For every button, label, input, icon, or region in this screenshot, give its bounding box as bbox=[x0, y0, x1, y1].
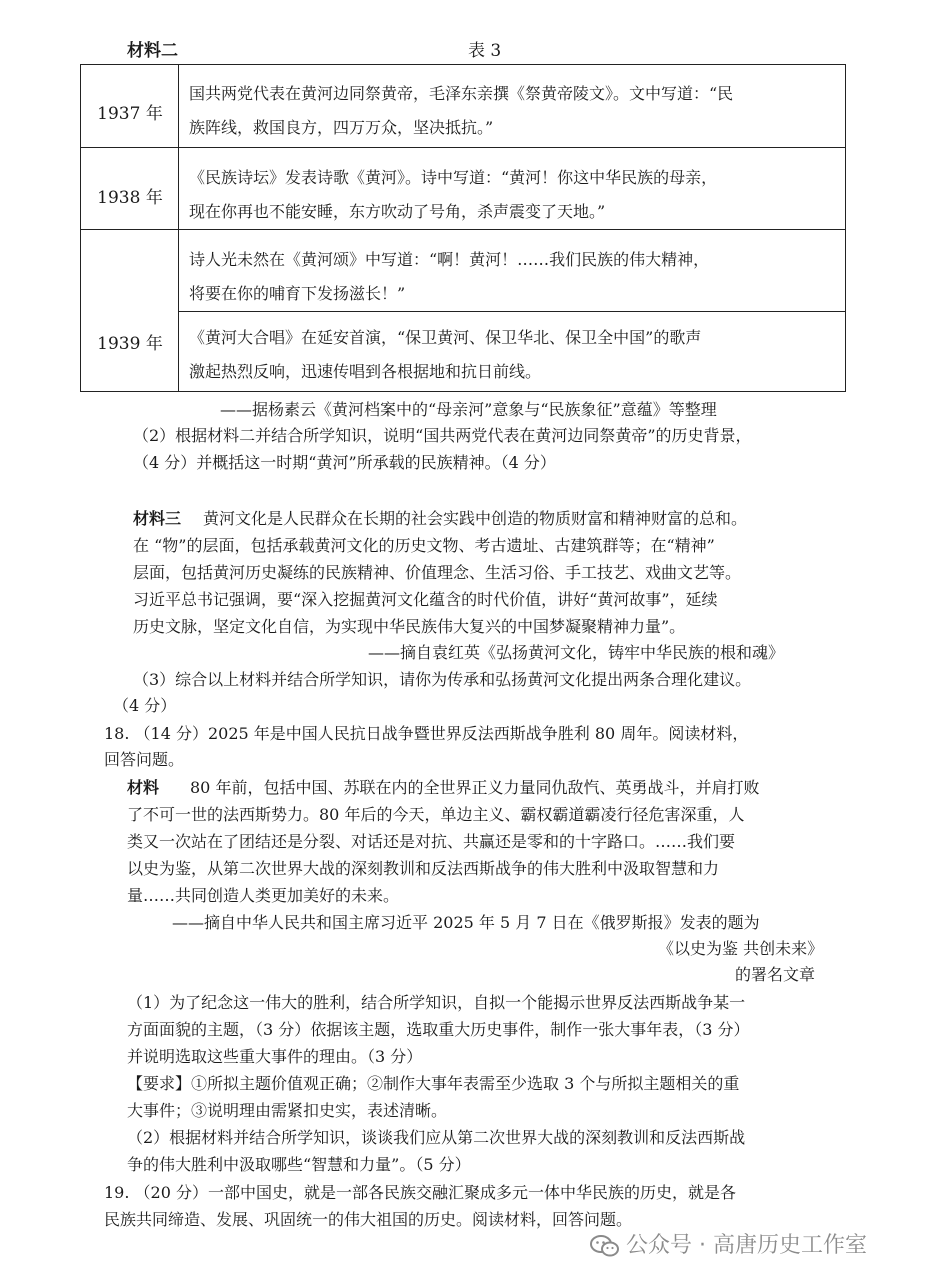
question-18-intro: 回答问题。 bbox=[104, 750, 185, 769]
material2-label: 材料二 bbox=[127, 41, 178, 61]
question-18-intro: 18. （14 分）2025 年是中国人民抗日战争暨世界反法西斯战争胜利 80 周年。阅读材料， bbox=[104, 724, 749, 743]
q18-sub1-line: 并说明选取这些重大事件的理由。（3 分） bbox=[127, 1047, 423, 1066]
material3-line: 历史文脉，坚定文化自信，为实现中华民族伟大复兴的中国梦凝聚精神力量”。 bbox=[133, 617, 686, 636]
q18-material-line: 类又一次站在了团结还是分裂、对话还是对抗、共赢还是零和的十字路口。……我们要 bbox=[127, 832, 736, 851]
table-cell-1938: 《民族诗坛》发表诗歌《黄河》。诗中写道：“黄河！你这中华民族的母亲， 现在你再也不能安睡，东方吹动了号角，杀声震变了天地。” bbox=[189, 168, 718, 221]
table-cell-1939-b: 《黄河大合唱》在延安首演，“保卫黄河、保卫华北、保卫全中国”的歌声 激起热烈反响，迅速传唱到各根据地和抗日前线。 bbox=[189, 328, 702, 381]
question-19-line: 民族共同缔造、发展、巩固统一的伟大祖国的历史。阅读材料，回答问题。 bbox=[104, 1210, 633, 1229]
material2-source: ——据杨素云《黄河档案中的“母亲河”意象与“民族象征”意蕴》等整理 bbox=[220, 400, 717, 419]
table-cell-1939-a: 诗人光未然在《黄河颂》中写道：“啊！黄河！……我们民族的伟大精神， 将要在你的哺育下发扬滋长！” bbox=[189, 250, 710, 303]
material3-line: 层面，包括黄河历史凝练的民族精神、价值理念、生活习俗、手工技艺、戏曲文艺等。 bbox=[133, 563, 742, 582]
table-year-1939: 1939 年 bbox=[97, 334, 163, 354]
table-row-divider bbox=[81, 229, 845, 230]
q18-source-suffix: 的署名文章 bbox=[735, 965, 816, 984]
table-year-1938: 1938 年 bbox=[97, 188, 163, 208]
q18-material-line: 以史为鉴，从第二次世界大战的深刻教训和反法西斯战争的伟大胜利中汲取智慧和力 bbox=[127, 859, 720, 878]
question-3-line: （4 分） bbox=[113, 696, 177, 715]
q18-sub2-line: （2）根据材料并结合所学知识，谈谈我们应从第二次世界大战的深刻教训和反法西斯战 bbox=[127, 1128, 746, 1147]
q18-material-line: 量……共同创造人类更加美好的未来。 bbox=[127, 886, 400, 905]
q18-requirement: 大事件；③说明理由需紧扣史实，表述清晰。 bbox=[127, 1101, 448, 1120]
q18-source: ——摘自中华人民共和国主席习近平 2025 年 5 月 7 日在《俄罗斯报》发表的题为 bbox=[172, 913, 760, 932]
q18-sub1-line: （1）为了纪念这一伟大的胜利，结合所学知识，自拟一个能揭示世界反法西斯战争某一 bbox=[127, 993, 746, 1012]
q18-material-label: 材料 bbox=[127, 778, 160, 797]
material3-line: 在 “物”的层面，包括承载黄河文化的历史文物、考古遗址、古建筑群等；在“精神” bbox=[133, 536, 715, 555]
question-3-line: （3）综合以上材料并结合所学知识，请你为传承和弘扬黄河文化提出两条合理化建议。 bbox=[133, 670, 752, 689]
question-19-line: 19. （20 分）一部中国史，就是一部各民族交融汇聚成多元一体中华民族的历史，就是各 bbox=[104, 1183, 736, 1202]
q18-requirement: 【要求】①所拟主题价值观正确；②制作大事年表需至少选取 3 个与所拟主题相关的重 bbox=[127, 1074, 740, 1093]
wechat-icon bbox=[590, 1234, 620, 1258]
q18-source-title: 《以史为鉴 共创未来》 bbox=[658, 939, 824, 958]
events-table bbox=[80, 64, 846, 392]
material3-label: 材料三 bbox=[133, 509, 182, 528]
table-title: 表 3 bbox=[468, 41, 502, 61]
table-cell-1937: 国共两党代表在黄河边同祭黄帝，毛泽东亲撰《祭黄帝陵文》。文中写道：“民 族阵线，救国良方，四万万众，坚决抵抗。” bbox=[189, 84, 734, 137]
table-year-1937: 1937 年 bbox=[97, 104, 163, 124]
question-2-line: （2）根据材料二并结合所学知识，说明“国共两党代表在黄河边同祭黄帝”的历史背景， bbox=[133, 426, 752, 445]
q18-sub1-line: 方面面貌的主题，（3 分）依据该主题，选取重大历史事件，制作一张大事年表，（3 分） bbox=[127, 1020, 750, 1039]
table-row-divider bbox=[81, 147, 845, 148]
question-2-line: （4 分）并概括这一时期“黄河”所承载的民族精神。（4 分） bbox=[133, 453, 556, 472]
table-row-divider bbox=[178, 311, 845, 312]
q18-material-line: 了不可一世的法西斯势力。80 年后的今天，单边主义、霸权霸道霸凌行径危害深重，人 bbox=[127, 805, 745, 824]
q18-sub2-line: 争的伟大胜利中汲取哪些“智慧和力量”。（5 分） bbox=[127, 1155, 471, 1174]
material3-source: ——摘自袁红英《弘扬黄河文化，铸牢中华民族的根和魂》 bbox=[368, 643, 785, 662]
watermark-text: 公众号 · 高唐历史工作室 bbox=[626, 1233, 867, 1258]
material3-line: 习近平总书记强调，要“深入挖掘黄河文化蕴含的时代价值，讲好“黄河故事”，延续 bbox=[133, 590, 718, 609]
material3-line: 黄河文化是人民群众在长期的社会实践中创造的物质财富和精神财富的总和。 bbox=[203, 509, 748, 528]
q18-material-line: 80 年前，包括中国、苏联在内的全世界正义力量同仇敌忾、英勇战斗，并肩打败 bbox=[190, 778, 760, 797]
